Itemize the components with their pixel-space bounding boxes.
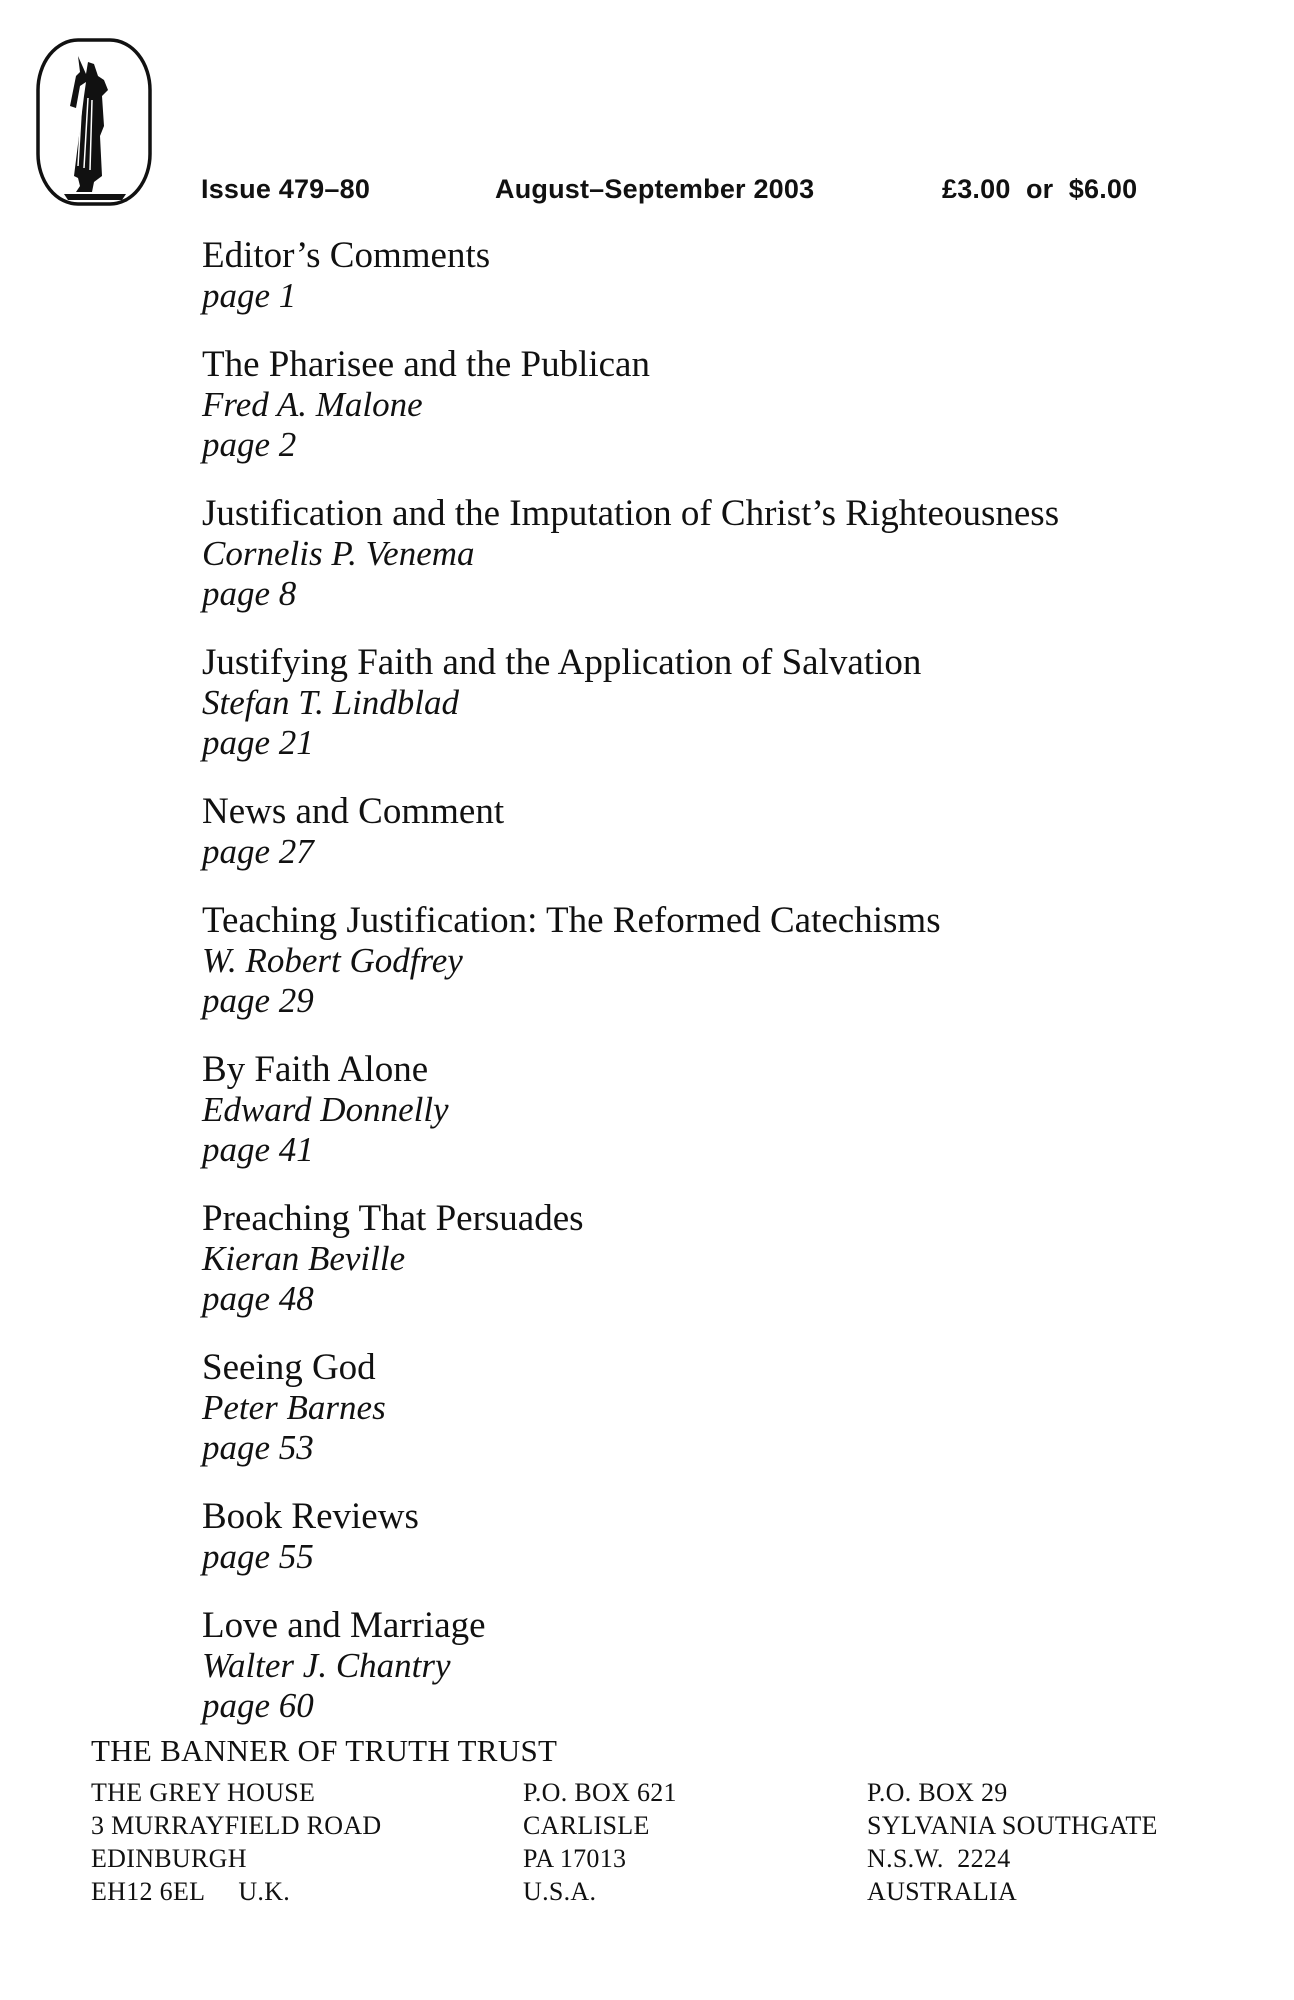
entry-page: page 60	[202, 1686, 314, 1725]
entry-page: page 29	[202, 981, 314, 1020]
entry-author: Stefan T. Lindblad	[202, 683, 460, 722]
contents-entry	[202, 901, 1262, 1021]
banner-of-truth-logo-icon	[34, 36, 154, 208]
entry-page: page 21	[202, 723, 314, 762]
contents-entry	[202, 1606, 1262, 1726]
entry-page: page 1	[202, 276, 297, 315]
address-line: EH12 6EL U.K.	[91, 1877, 291, 1906]
contents-entry	[202, 236, 1262, 316]
entry-title: News and Comment	[202, 791, 505, 832]
address-line: U.S.A.	[523, 1877, 597, 1906]
entry-page: page 2	[202, 425, 297, 464]
entry-author: Cornelis P. Venema	[202, 534, 475, 573]
entry-author: Fred A. Malone	[202, 385, 423, 424]
publisher-footer	[91, 1732, 1271, 1906]
address-line: N.S.W. 2224	[867, 1844, 1011, 1873]
address-block	[523, 1776, 677, 1908]
entry-page: page 53	[202, 1428, 314, 1467]
entry-title: By Faith Alone	[202, 1049, 429, 1090]
entry-title: Justifying Faith and the Application of Salvation	[202, 642, 922, 683]
entry-author: Kieran Beville	[202, 1239, 406, 1278]
entry-author: W. Robert Godfrey	[202, 941, 463, 980]
entry-page: page 41	[202, 1130, 314, 1169]
entry-title: Justification and the Imputation of Christ’s Righteousness	[202, 493, 1060, 534]
address-block	[91, 1776, 381, 1908]
entry-title: Book Reviews	[202, 1496, 419, 1537]
entry-page: page 8	[202, 574, 297, 613]
address-line: 3 MURRAYFIELD ROAD	[91, 1811, 382, 1840]
address-line: P.O. BOX 29	[867, 1778, 1008, 1807]
entry-author: Walter J. Chantry	[202, 1646, 451, 1685]
issue-number: Issue 479–80	[201, 174, 371, 204]
entry-page: page 55	[202, 1537, 314, 1576]
address-line: AUSTRALIA	[867, 1877, 1018, 1906]
address-block	[867, 1776, 1158, 1908]
entry-title: Teaching Justification: The Reformed Catechisms	[202, 900, 941, 941]
entry-page: page 27	[202, 832, 314, 871]
table-of-contents	[202, 236, 1262, 1755]
address-line: SYLVANIA SOUTHGATE	[867, 1811, 1158, 1840]
address-line: EDINBURGH	[91, 1844, 247, 1873]
address-line: THE GREY HOUSE	[91, 1778, 316, 1807]
contents-entry	[202, 792, 1262, 872]
entry-title: The Pharisee and the Publican	[202, 344, 650, 385]
address-line: PA 17013	[523, 1844, 627, 1873]
entry-title: Seeing God	[202, 1347, 376, 1388]
issue-date: August–September 2003	[495, 174, 815, 204]
contents-entry	[202, 1348, 1262, 1468]
entry-page: page 48	[202, 1279, 314, 1318]
entry-title: Love and Marriage	[202, 1605, 486, 1646]
contents-entry	[202, 1199, 1262, 1319]
issue-price: £3.00 or $6.00	[942, 174, 1138, 204]
entry-author: Peter Barnes	[202, 1388, 386, 1427]
contents-entry	[202, 494, 1262, 614]
contents-entry	[202, 1050, 1262, 1170]
contents-entry	[202, 643, 1262, 763]
entry-author: Edward Donnelly	[202, 1090, 449, 1129]
address-line: P.O. BOX 621	[523, 1778, 677, 1807]
contents-entry	[202, 345, 1262, 465]
entry-title: Preaching That Persuades	[202, 1198, 584, 1239]
address-line: CARLISLE	[523, 1811, 650, 1840]
publisher-name: THE BANNER OF TRUTH TRUST	[91, 1733, 558, 1768]
entry-title: Editor’s Comments	[202, 235, 491, 276]
contents-entry	[202, 1497, 1262, 1577]
